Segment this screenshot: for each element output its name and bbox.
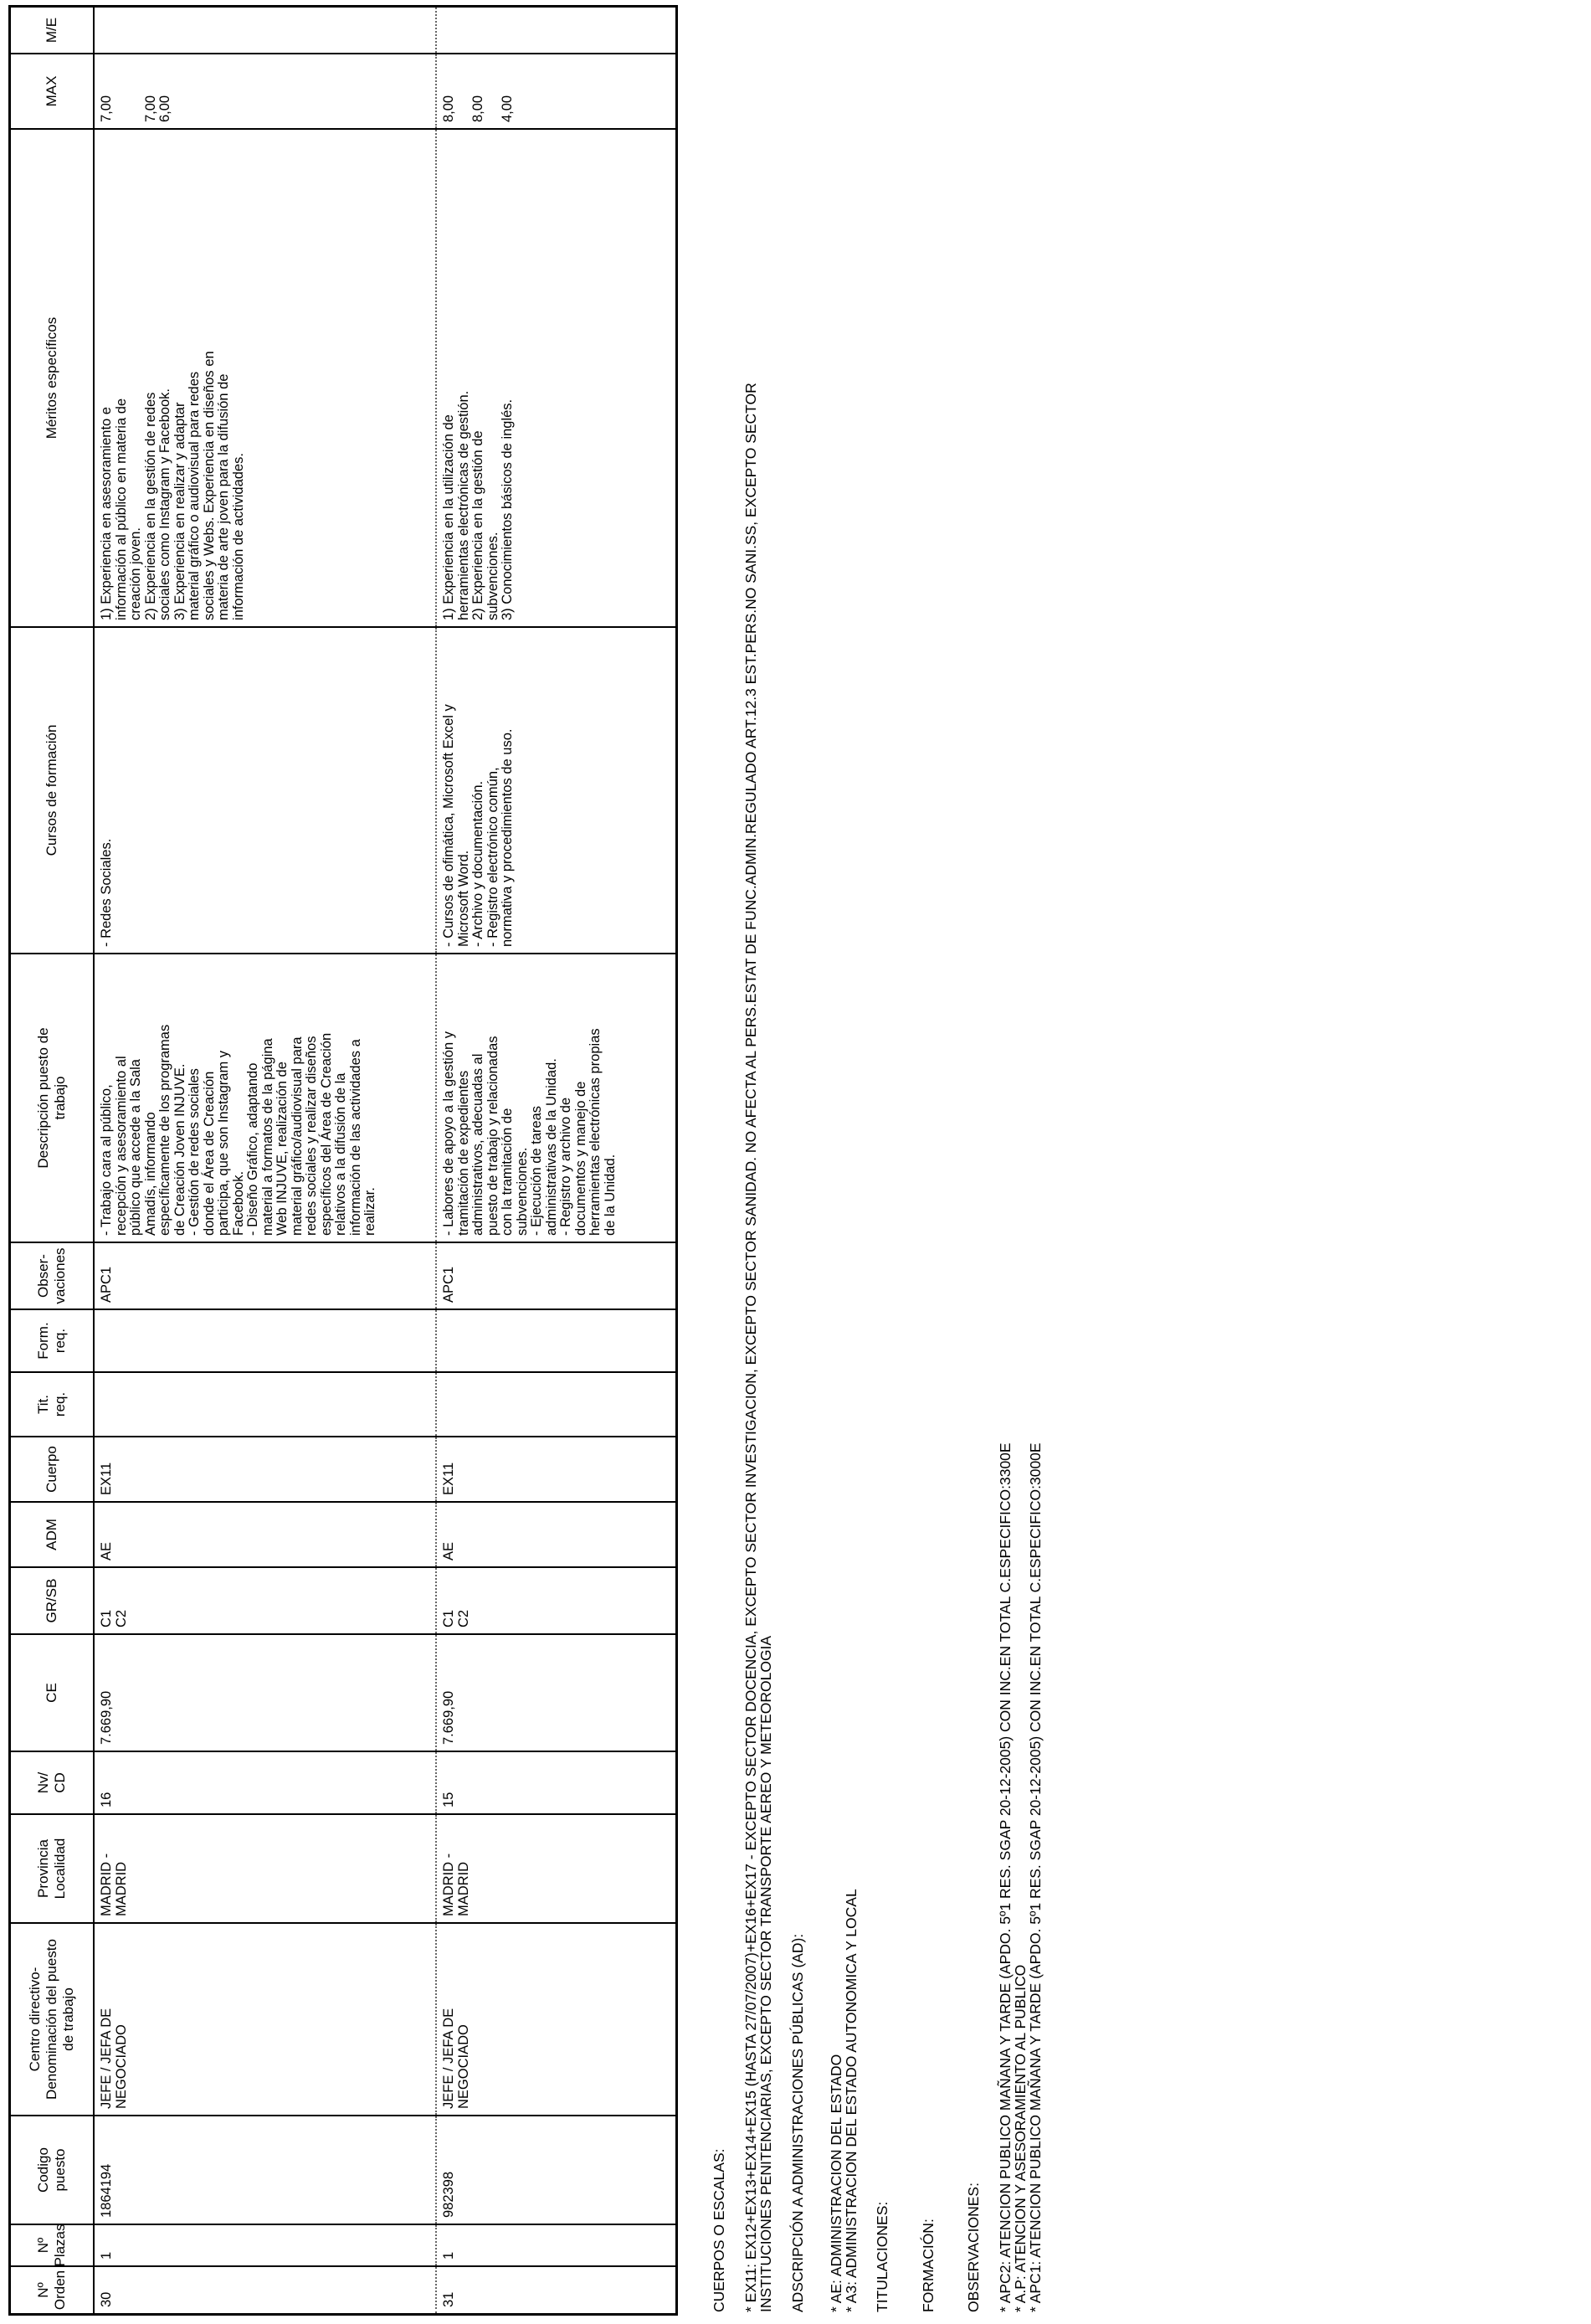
cell-provincia: MADRID - MADRID	[99, 1853, 129, 1916]
col-codigo	[11, 2116, 675, 2225]
cell-adm: AE	[99, 1541, 114, 1560]
header-cuerpo: Cuerpo	[11, 1437, 95, 1501]
header-cursos: Cursos de formación	[11, 628, 95, 953]
cell-cuerpo: EX11	[435, 1437, 680, 1501]
col-cuerpo	[11, 1437, 675, 1503]
observaciones-title: OBSERVACIONES:	[965, 2183, 982, 2312]
cuerpos-title: CUERPOS O ESCALAS:	[711, 2148, 727, 2312]
cell-nivel: 15	[435, 1752, 680, 1813]
header-me: M/E	[11, 8, 95, 53]
cell-plazas: 1	[435, 2225, 680, 2265]
header-form: Form. req.	[11, 1310, 95, 1371]
cell-adm: AE	[435, 1503, 680, 1566]
header-centro: Centro directivo- Denominación del puesto de trabajo	[11, 1924, 95, 2115]
cell-descripcion: - Labores de apoyo a la gestión y tramitación de expedientes administrativos, adecuadas al puesto de trabajo y relacionadas con la tramitación de subvenciones. - Ejecución de tareas administrativas de la Unidad. - Registro y archivo de documentos y manejo de herramientas electrónicas propias de la Unidad.	[435, 954, 680, 1242]
col-adm	[11, 1503, 675, 1568]
cell-tit	[95, 1373, 435, 1436]
header-orden: Nº Orden	[11, 2267, 95, 2313]
header-grsb: GR/SB	[11, 1568, 95, 1633]
cell-me	[435, 8, 680, 53]
col-provincia	[11, 1815, 675, 1924]
col-ce	[11, 1635, 675, 1752]
cell-orden: 30	[99, 2291, 114, 2307]
cell-me	[95, 8, 435, 53]
cell-max: 7,00 7,00 6,00	[99, 95, 172, 122]
cell-grsb: C1 C2	[99, 1609, 129, 1627]
header-plazas: Nº Plazas	[11, 2225, 95, 2265]
col-form	[11, 1310, 675, 1373]
header-obs: Obser- vaciones	[11, 1243, 95, 1309]
col-orden	[11, 2267, 675, 2313]
cell-tit	[435, 1373, 680, 1436]
cell-meritos: 1) Experiencia en la utilización de herramientas electrónicas de gestión. 2) Experiencia en la gestión de subvenciones. 3) Conocimientos básicos de inglés.	[435, 130, 680, 626]
header-tit: Tit. req.	[11, 1373, 95, 1436]
observaciones-text: * APC2: ATENCION PUBLICO MAÑANA Y TARDE (APDO. 5º1 RES. SGAP 20-12-2005) CON INC.EN TOTAL C.ESPECIFICO:3300E * A.P: ATENCION Y ASESORAMIENTO AL PUBLICO * APC1: ATENCION PUBLICO MAÑANA Y TARDE (APDO. 5º1 RES. SGAP 20-12-2005) CON INC.EN TOTAL C.ESPECIFICO:3000E	[997, 1442, 1044, 2312]
cell-descripcion: - Trabajo cara al público, recepción y asesoramiento al público que accede a la Sala Amadís, informando específicamente de los programas de Creación Joven INJUVE. - Gestión de redes sociales donde el Área de Creación participa, que son Instagram y Facebook. - Diseño Gráfico, adaptando material a formatos de la página Web INJUVE, realización de material gráfico/audiovisual para redes sociales y realizar diseños específicos del Área de Creación relativos a la difusión de la información de las actividades a realizar.	[99, 1024, 377, 1236]
titulaciones-title: TITULACIONES:	[874, 2201, 890, 2312]
col-cursos	[11, 628, 675, 954]
adscripcion-title: ADSCRIPCIÓN A ADMINISTRACIONES PÚBLICAS (AD):	[789, 1933, 806, 2312]
cell-max: 8,00 8,00 4,00	[435, 54, 680, 128]
cell-cursos: - Cursos de ofimática, Microsoft Excel y Microsoft Word. - Archivo y documentación. - Registro electrónico común, normativa y procedimientos de uso.	[435, 628, 680, 953]
cell-obs: APC1	[99, 1266, 114, 1303]
header-adm: ADM	[11, 1503, 95, 1566]
header-codigo: Codigo puesto	[11, 2116, 95, 2224]
cell-codigo: 1864194	[99, 2163, 114, 2218]
adscripcion-text: * AE: ADMINISTRACION DEL ESTADO * A3: ADMINISTRACION DEL ESTADO AUTONOMICA Y LOCAL	[828, 1889, 860, 2312]
cell-grsb: C1 C2	[435, 1568, 680, 1633]
header-provincia: Provincia Localidad	[11, 1815, 95, 1922]
header-max: MAX	[11, 54, 95, 128]
formacion-title: FORMACIÓN:	[920, 2219, 937, 2312]
col-tit	[11, 1373, 675, 1437]
header-nivel: Nv/ CD	[11, 1752, 95, 1813]
col-plazas	[11, 2225, 675, 2267]
cell-centro: JEFE / JEFA DE NEGOCIADO	[99, 2008, 129, 2109]
cell-form	[95, 1310, 435, 1371]
positions-table	[8, 5, 678, 2316]
cell-plazas: 1	[99, 2251, 114, 2260]
cell-nivel: 16	[99, 1792, 114, 1807]
cell-cuerpo: EX11	[99, 1462, 114, 1495]
cell-cursos: - Redes Sociales.	[99, 838, 114, 947]
col-me	[11, 8, 675, 54]
header-ce: CE	[11, 1635, 95, 1751]
cell-orden: 31	[435, 2267, 680, 2313]
header-descripcion: Descripción puesto de trabajo	[11, 954, 95, 1242]
cell-provincia: MADRID - MADRID	[435, 1815, 680, 1922]
cell-meritos: 1) Experiencia en asesoramiento e información al público en materia de creación joven. 2) Experiencia en la gestión de redes sociales como Instagram y Facebook. 3) Experiencia en realizar y adaptar material gráfico o audiovisual para redes sociales y Webs. Experiencia en diseños en materia de arte joven para la difusión de información de actividades.	[99, 351, 246, 620]
col-descripcion	[11, 954, 675, 1243]
col-centro	[11, 1924, 675, 2116]
col-grsb	[11, 1568, 675, 1635]
col-nivel	[11, 1752, 675, 1815]
cell-centro: JEFE / JEFA DE NEGOCIADO	[435, 1924, 680, 2115]
col-max	[11, 54, 675, 130]
cuerpos-text: * EX11: EX12+EX13+EX14+EX15 (HASTA 27/07/2007)+EX16+EX17 - EXCEPTO SECTOR DOCENCIA, EXCEPTO SECTOR INVESTIGACION, EXCEPTO SECTOR SANIDAD. NO AFECTA AL PERS.ESTAT DE FUNC.ADMIN.REGULADO ART.12.3 EST.PERS.NO SANI.SS, EXCEPTO SECTOR INSTITUCIONES PENITENCIARIAS, EXCEPTO SECTOR TRANSPORTE AEREO Y METEOROLOGIA	[742, 383, 774, 2312]
header-meritos: Méritos específicos	[11, 130, 95, 626]
col-meritos	[11, 130, 675, 628]
cell-obs: APC1	[435, 1243, 680, 1309]
col-obs	[11, 1243, 675, 1310]
cell-codigo: 982398	[435, 2116, 680, 2224]
cell-ce: 7.669,90	[99, 1690, 114, 1745]
cell-form	[435, 1310, 680, 1371]
cell-ce: 7.669,90	[435, 1635, 680, 1751]
